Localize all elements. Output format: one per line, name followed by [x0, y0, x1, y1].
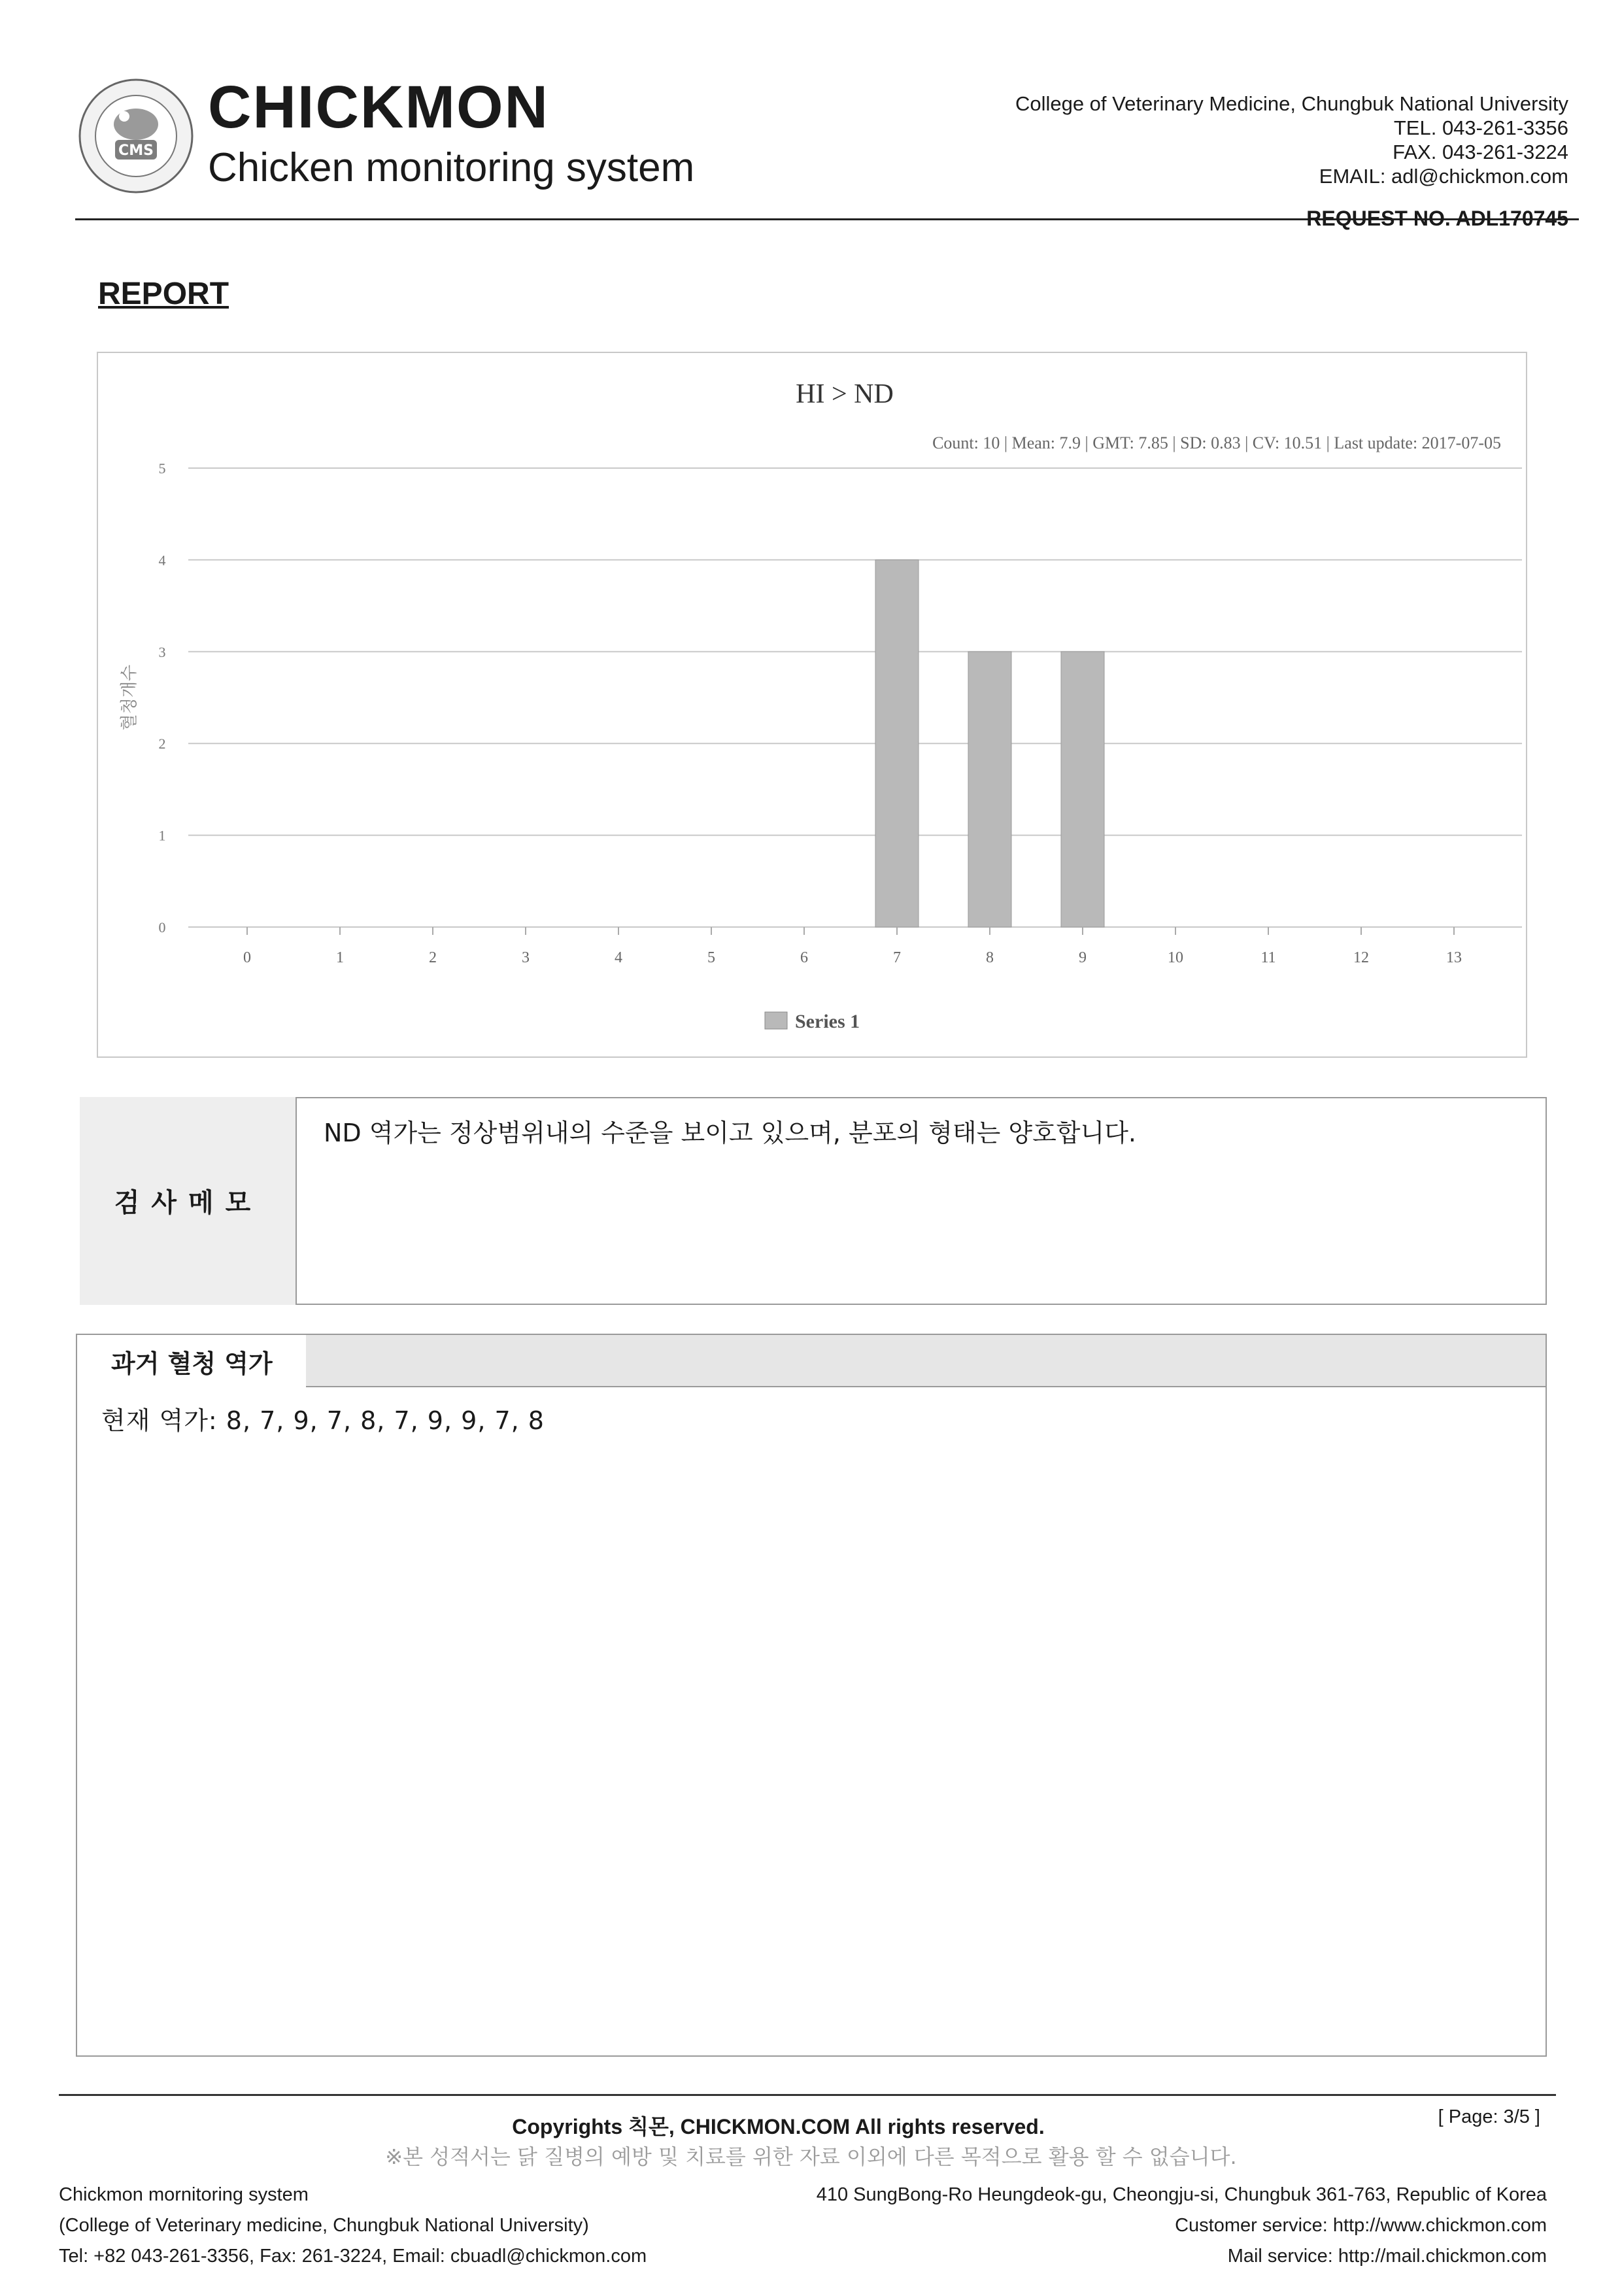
- chart-title: HI > ND: [796, 379, 894, 409]
- contact-email: EMAIL: adl@chickmon.com: [1319, 165, 1568, 188]
- x-tick-label: 7: [893, 949, 901, 966]
- page-number: [ Page: 3/5 ]: [1438, 2106, 1540, 2127]
- x-tick-label: 0: [243, 949, 251, 966]
- footer-customer-service: Customer service: http://www.chickmon.com: [1175, 2215, 1547, 2236]
- y-tick-label: 2: [158, 735, 166, 752]
- history-section: [76, 1334, 1547, 2057]
- x-tick-label: 12: [1353, 949, 1369, 966]
- cms-logo: [77, 77, 195, 195]
- report-title: REPORT: [98, 277, 229, 311]
- chart-stats: Count: 10 | Mean: 7.9 | GMT: 7.85 | SD: 0.83 | CV: 10.51 | Last update: 2017-07-05: [932, 433, 1501, 452]
- copyright: Copyrights 칙몬, CHICKMON.COM All rights reserved.: [512, 2115, 1045, 2138]
- bar-chart: [97, 352, 1527, 1058]
- x-tick-label: 1: [336, 949, 344, 966]
- y-axis-label: 혈청개수: [120, 664, 139, 731]
- footer-contact: Tel: +82 043-261-3356, Fax: 261-3224, Email: cbuadl@chickmon.com: [59, 2246, 647, 2267]
- brand-name: CHICKMON: [208, 74, 549, 141]
- x-tick-label: 13: [1446, 949, 1462, 966]
- footer-divider: [59, 2094, 1556, 2096]
- y-tick-label: 4: [158, 552, 166, 569]
- bar-7: [875, 560, 919, 927]
- brand-subtitle: Chicken monitoring system: [208, 145, 695, 190]
- footer-address: 410 SungBong-Ro Heungdeok-gu, Cheongju-si, Chungbuk 361-763, Republic of Korea: [816, 2184, 1547, 2205]
- footer-college: (College of Veterinary medicine, Chungbuk National University): [59, 2215, 589, 2236]
- footer-mail-service: Mail service: http://mail.chickmon.com: [1227, 2246, 1547, 2267]
- memo-label: 검사메모: [114, 1188, 263, 1218]
- footer-left: [59, 2180, 647, 2272]
- contact-institution: College of Veterinary Medicine, Chungbuk National University: [1015, 92, 1568, 115]
- x-tick-label: 5: [707, 949, 715, 966]
- history-title: 과거 혈청 역가: [111, 1349, 273, 1378]
- legend-label: Series 1: [795, 1011, 860, 1032]
- x-tick-label: 2: [429, 949, 437, 966]
- x-tick-label: 11: [1260, 949, 1276, 966]
- contact-block: [1015, 92, 1568, 188]
- memo-text: ND 역가는 정상범위내의 수준을 보이고 있으며, 분포의 형태는 양호합니다.: [324, 1119, 1137, 1147]
- history-values: 현재 역가: 8, 7, 9, 7, 8, 7, 9, 9, 7, 8: [101, 1406, 545, 1435]
- footer-right: [817, 2180, 1547, 2272]
- x-tick-label: 10: [1168, 949, 1183, 966]
- y-tick-label: 3: [158, 643, 166, 660]
- x-tick-label: 8: [986, 949, 994, 966]
- y-tick-label: 0: [158, 919, 166, 936]
- x-tick-label: 6: [800, 949, 808, 966]
- contact-tel: TEL. 043-261-3356: [1393, 116, 1568, 139]
- request-number: REQUEST NO. ADL170745: [1306, 207, 1568, 230]
- logo-text: CMS: [118, 143, 154, 159]
- contact-fax: FAX. 043-261-3224: [1393, 141, 1568, 163]
- bar-9: [1061, 652, 1104, 927]
- x-tick-label: 3: [522, 949, 530, 966]
- x-tick-label: 4: [615, 949, 622, 966]
- y-tick-label: 5: [158, 460, 166, 477]
- usage-notice: ※본 성적서는 닭 질병의 예방 및 치료를 위한 자료 이외에 다른 목적으로 활용 할 수 없습니다.: [385, 2144, 1237, 2169]
- bar-8: [968, 652, 1011, 927]
- footer-org: Chickmon mornitoring system: [59, 2184, 309, 2205]
- x-tick-label: 9: [1079, 949, 1087, 966]
- y-tick-label: 1: [158, 827, 166, 844]
- legend-swatch: [765, 1012, 787, 1029]
